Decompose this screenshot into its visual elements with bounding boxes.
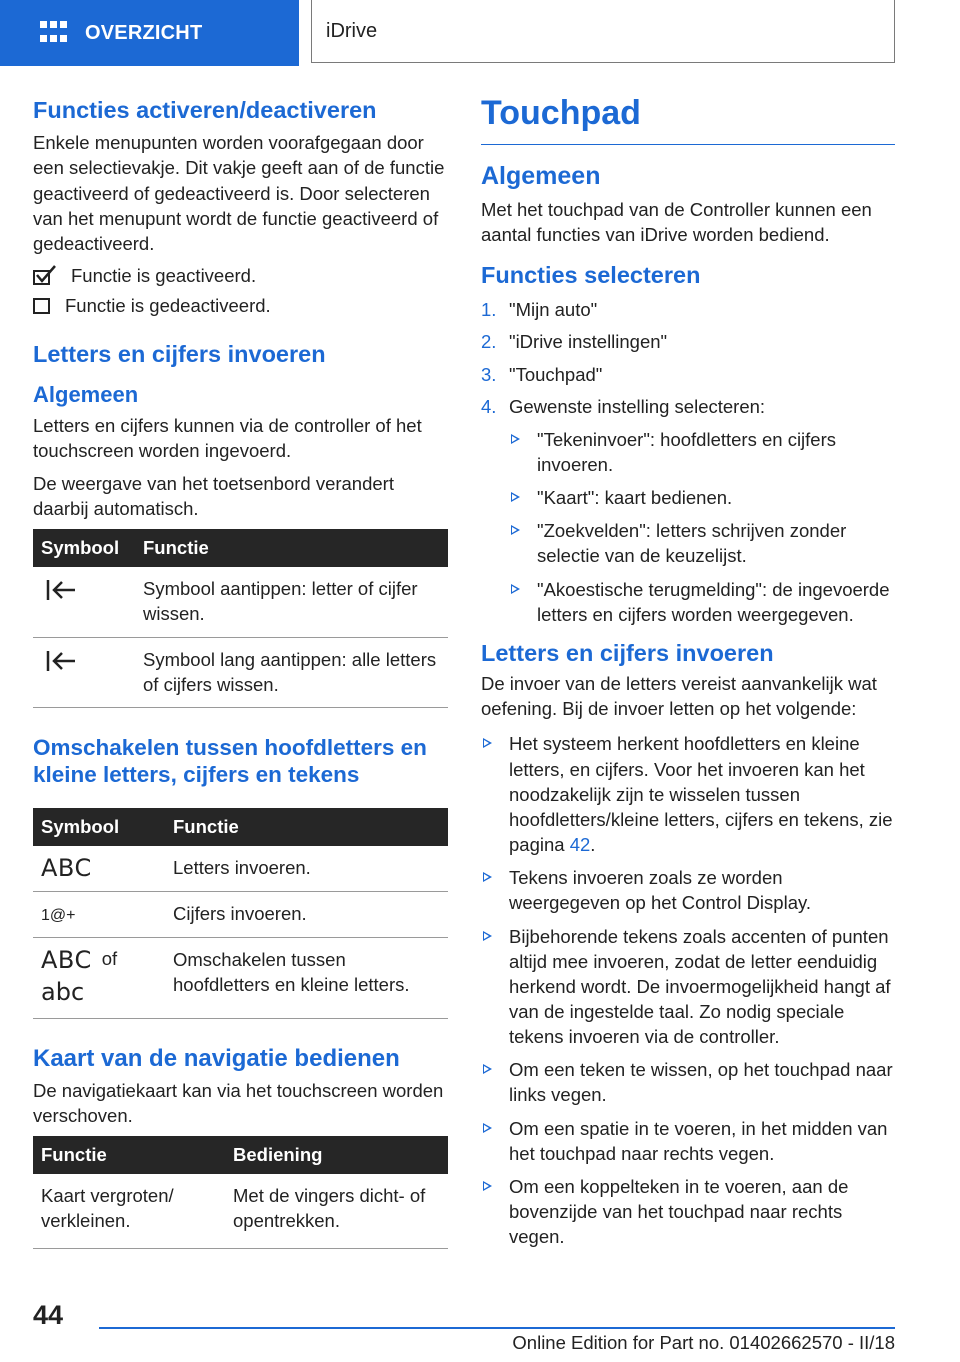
bullet-triangle-icon: [483, 1064, 492, 1074]
letters-text-2: De weergave van het toetsenbord verandert daarbij automatisch.: [33, 472, 394, 520]
checkbox-empty-icon: [33, 297, 51, 315]
table-cell: [33, 937, 165, 1018]
table-cell: Kaart vergroten/ verkleinen.: [33, 1174, 225, 1248]
subsection-title-general: Algemeen: [481, 161, 601, 190]
general-text: Met het touchpad van de Controller kunnen een aantal functies van iDrive worden bediend.: [481, 198, 872, 245]
list-item: "Kaart": kaart bedienen.: [509, 485, 895, 510]
list-item: 4. Gewenste instelling selecteren: "Tekeninvoer": hoofdletters en cijfers invoeren. "Kaart": kaart bedienen. "Zoekvelden": letters schrijven zonder selectie van de keuzelijst. "Akoestische terugmelding": de ingevoerde letters en cijfers worden weergegeven.: [481, 394, 895, 627]
grid-icon: [40, 21, 67, 46]
deactivated-label: Functie is gedeactiveerd.: [65, 295, 271, 317]
numbers-symbol: 1@+: [41, 907, 76, 925]
table-cell: [33, 892, 165, 938]
bullet-triangle-icon: [511, 434, 520, 444]
steps-list: [481, 297, 895, 627]
section-tab[interactable]: [311, 0, 895, 63]
bullet-triangle-icon: [483, 738, 492, 748]
left-column: [33, 96, 448, 1275]
top-bar: [0, 0, 960, 66]
section-title-letters: Letters en cijfers invoeren: [33, 341, 326, 368]
list-item: Om een koppelteken in te voeren, aan de bovenzijde van het touchpad naar rechts vegen.: [481, 1174, 895, 1249]
input-bullets: [481, 731, 895, 1249]
bullet-triangle-icon: [483, 1181, 492, 1191]
list-item: Het systeem herkent hoofdletters en kleine letters, en cijfers. Voor het invoeren kan het noodzakelijk zijn te wisselen tussen hoofdletters/kleine letters, cijfers en tekens, zie pagina 42.: [481, 731, 895, 857]
table-header: Functie: [135, 529, 448, 567]
subsection-title-general: Algemeen: [33, 382, 139, 408]
input-text: De invoer van de letters vereist aanvankelijk wat oefening. Bij de invoer letten op het volgende:: [481, 673, 877, 720]
table-header-row: [33, 529, 448, 567]
table-cell: [33, 846, 165, 891]
table-cell: Met de vingers dicht- of opentrekken.: [225, 1174, 448, 1248]
uppercase-symbol: ABC: [41, 854, 92, 883]
delete-char-icon: [45, 579, 77, 601]
table-row: [33, 937, 448, 1018]
list-item: 1. "Mijn auto": [481, 299, 598, 321]
checkbox-deactivated-row: [33, 294, 448, 318]
right-column: [481, 96, 895, 1257]
table-header-row: [33, 808, 448, 846]
substeps-list: [509, 427, 895, 627]
table-row: [33, 567, 448, 637]
or-label: of: [101, 947, 118, 969]
map-text: De navigatiekaart kan via het touchscreen worden verschoven.: [33, 1080, 444, 1127]
uppercase-symbol: ABC: [41, 945, 92, 974]
bullet-triangle-icon: [511, 525, 520, 535]
checkbox-checked-icon: [33, 265, 57, 287]
table-cell: [33, 637, 135, 708]
footer-edition: Online Edition for Part no. 01402662570 - II/18: [512, 1332, 895, 1353]
list-item: Bijbehorende tekens zoals accenten of punten altijd mee invoeren, zodat de letter eenduidig herkend wordt. De invoermogelijkheid hangt af van de ingestelde taal. Zo nodig speciale tekens invoeren via de controller.: [481, 924, 895, 1050]
table-header: Symbool: [33, 808, 165, 846]
bullet-triangle-icon: [483, 1123, 492, 1133]
letters-table: [33, 529, 448, 708]
overview-tab[interactable]: [0, 0, 299, 66]
list-item: "Akoestische terugmelding": de ingevoerde letters en cijfers worden weergegeven.: [509, 577, 895, 627]
map-table: [33, 1136, 448, 1249]
table-row: [33, 846, 448, 891]
checkbox-activated-row: [33, 264, 448, 288]
table-cell: [33, 567, 135, 637]
overview-tab-label: OVERZICHT: [85, 21, 203, 44]
table-row: [33, 1174, 448, 1248]
page-title: Touchpad: [481, 96, 895, 145]
table-header: Symbool: [33, 529, 135, 567]
table-cell: Cijfers invoeren.: [165, 892, 448, 938]
bullet-triangle-icon: [511, 584, 520, 594]
list-item: Om een spatie in te voeren, in het midden van het touchpad naar rechts vegen.: [481, 1116, 895, 1166]
table-header-row: [33, 1136, 448, 1174]
bullet-triangle-icon: [483, 872, 492, 882]
footer-divider: [99, 1327, 895, 1329]
toggle-case-symbol: [41, 944, 161, 976]
list-item: "Tekeninvoer": hoofdletters en cijfers invoeren.: [509, 427, 895, 477]
section-title-input: Letters en cijfers invoeren: [481, 639, 774, 666]
table-cell: Symbool lang aantippen: alle letters of cijfers wissen.: [135, 637, 448, 708]
section-title-map: Kaart van de navigatie bedienen: [33, 1045, 400, 1073]
section-title-activate: Functies activeren/deactiveren: [33, 97, 377, 123]
table-header: Bediening: [225, 1136, 448, 1174]
page-link[interactable]: 42: [569, 834, 591, 856]
list-item: "Zoekvelden": letters schrijven zonder selectie van de keuzelijst.: [509, 518, 895, 568]
switching-table: [33, 808, 448, 1019]
activated-label: Functie is geactiveerd.: [71, 264, 257, 286]
list-item: 2. "iDrive instellingen": [481, 331, 668, 353]
table-row: [33, 892, 448, 938]
section-tab-label: iDrive: [326, 19, 378, 42]
table-header: Functie: [165, 808, 448, 846]
table-header: Functie: [33, 1136, 225, 1174]
list-item: Tekens invoeren zoals ze worden weergegeven op het Control Display.: [481, 865, 895, 915]
delete-all-icon: [45, 650, 77, 672]
table-cell: Omschakelen tussen hoofdletters en kleine letters.: [165, 937, 448, 1018]
activate-text: Enkele menupunten worden voorafgegaan door een selectievakje. Dit vakje geeft aan of de functie geactiveerd of gedeactiveerd is. Door selecteren van het menupunt wordt de functie geactiveerd of gedeactiveerd.: [33, 132, 445, 254]
table-row: [33, 637, 448, 708]
table-cell: Letters invoeren.: [165, 846, 448, 891]
letters-text-1: Letters en cijfers kunnen via de controller of het touchscreen worden ingevoerd.: [33, 414, 422, 461]
page-number: 44: [33, 1300, 64, 1330]
list-item: Om een teken te wissen, op het touchpad naar links vegen.: [481, 1057, 895, 1107]
section-title-select: Functies selecteren: [481, 262, 701, 288]
section-title-switching: Omschakelen tussen hoofdletters en kleine letters, cijfers en tekens: [33, 735, 427, 788]
bullet-triangle-icon: [483, 931, 492, 941]
list-item: 3. "Touchpad": [481, 363, 603, 385]
table-cell: Symbool aantippen: letter of cijfer wissen.: [135, 567, 448, 637]
lowercase-symbol: abc: [41, 978, 85, 1007]
bullet-triangle-icon: [511, 492, 520, 502]
